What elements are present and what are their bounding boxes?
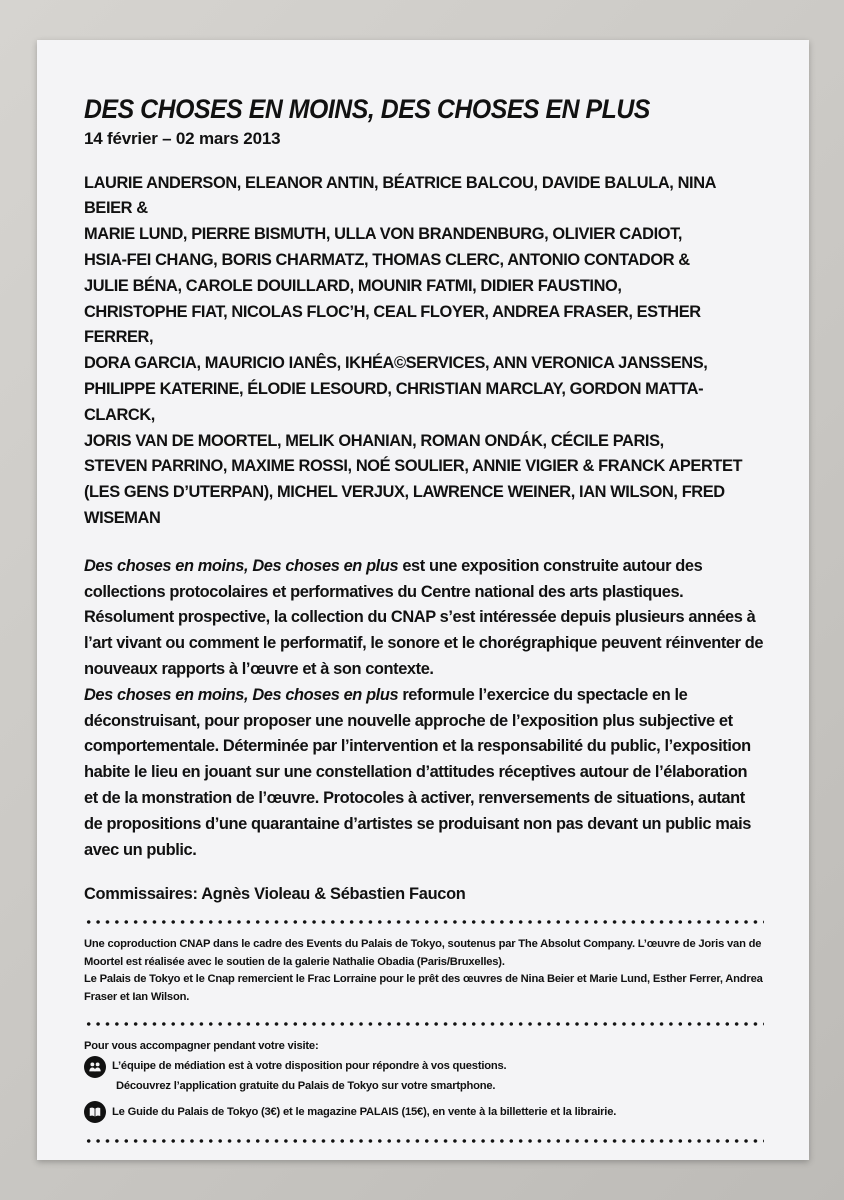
artists-line: MARIE LUND, PIERRE BISMUTH, ULLA VON BRANDENBURG, OLIVIER CADIOT, — [84, 225, 683, 244]
visit-app-text: Découvrez l’application gratuite du Palais de Tokyo sur votre smartphone. — [116, 1079, 496, 1092]
description-title-italic: Des choses en moins, Des choses en plus — [84, 556, 399, 575]
artists-line: DORA GARCIA, MAURICIO IANÊS, IKHÉA©SERVICES, ANN VERONICA JANSSENS, — [84, 354, 708, 373]
artists-line: PHILIPPE KATERINE, ÉLODIE LESOURD, CHRISTIAN MARCLAY, GORDON MATTA-CLARCK, — [84, 380, 704, 424]
artists-line: HSIA-FEI CHANG, BORIS CHARMATZ, THOMAS CLERC, ANTONIO CONTADOR & — [84, 251, 690, 270]
book-icon — [84, 1101, 106, 1123]
description-text: est une exposition construite autour des collections protocolaires et performatives du Centre national des arts plastiques. Résolument prospective, la collection du CNAP s’est intéressée depuis plusieurs années à l’art vivant ou comment le performatif, le sonore et le chorégraphique peuvent réinventer de nouveaux rapports à l’œuvre et à son contexte. — [84, 556, 764, 679]
dotted-divider — [84, 1139, 764, 1143]
exhibition-description — [84, 554, 764, 864]
artists-line: WISEMAN — [84, 509, 161, 528]
visit-info — [84, 1038, 764, 1123]
artists-line: (LES GENS D’UTERPAN), MICHEL VERJUX, LAWRENCE WEINER, IAN WILSON, FRED — [84, 483, 725, 502]
visit-app-row — [84, 1078, 764, 1096]
description-text: reformule l’exercice du spectacle en le déconstruisant, pour proposer une nouvelle approche de l’exposition plus subjective et comportementale. Déterminée par l’intervention et la responsabilité du public, l’exposition habite le lieu en jouant sur une constellation d’attitudes réceptives autour de l’élaboration et de la monstration de l’œuvre. Protocoles à activer, renversements de situations, autant de propositions d’une quarantaine d’artistes se produisant non pas devant un public mais avec un public. — [84, 685, 751, 859]
credits — [84, 936, 764, 1006]
visit-guide-text: Le Guide du Palais de Tokyo (3€) et le magazine PALAIS (15€), en vente à la billetterie et la librairie. — [112, 1105, 617, 1118]
artists-line: STEVEN PARRINO, MAXIME ROSSI, NOÉ SOULIER, ANNIE VIGIER & FRANCK APERTET — [84, 457, 743, 476]
exhibition-title: DES CHOSES EN MOINS, DES CHOSES EN PLUS — [84, 94, 650, 124]
artists-line: JORIS VAN DE MOORTEL, MELIK OHANIAN, ROMAN ONDÁK, CÉCILE PARIS, — [84, 431, 664, 450]
artists-line: JULIE BÉNA, CAROLE DOUILLARD, MOUNIR FATMI, DIDIER FAUSTINO, — [84, 276, 622, 295]
visit-mediation-row — [84, 1056, 764, 1078]
visit-intro: Pour vous accompagner pendant votre visite: — [84, 1040, 319, 1053]
exhibition-sheet — [37, 40, 809, 1160]
credits-thanks: Le Palais de Tokyo et le Cnap remercient le Frac Lorraine pour le prêt des œuvres de Nina Beier et Marie Lund, Esther Ferrer, Andrea Fraser et Ian Wilson. — [84, 973, 763, 1003]
credits-coproduction: Une coproduction CNAP dans le cadre des Events du Palais de Tokyo, soutenus par The Absolut Company. L’œuvre de Joris van de Moortel est réalisée avec le soutien de la galerie Nathalie Obadia (Paris/Bruxelles). — [84, 938, 762, 968]
curators: Commissaires: Agnès Violeau & Sébastien Faucon — [84, 885, 466, 904]
artists-line: CHRISTOPHE FIAT, NICOLAS FLOC’H, CEAL FLOYER, ANDREA FRASER, ESTHER FERRER, — [84, 302, 701, 347]
dotted-divider — [84, 920, 764, 924]
description-paragraph-1 — [84, 554, 764, 683]
description-title-italic: Des choses en moins, Des choses en plus — [84, 685, 399, 704]
visit-guide-row — [84, 1101, 764, 1123]
sheet-content — [84, 95, 764, 1143]
artists-list — [84, 171, 764, 532]
artists-line: LAURIE ANDERSON, ELEANOR ANTIN, BÉATRICE BALCOU, DAVIDE BALULA, NINA BEIER & — [84, 173, 716, 218]
people-icon — [84, 1056, 106, 1078]
dotted-divider — [84, 1022, 764, 1026]
exhibition-dates: 14 février – 02 mars 2013 — [84, 128, 281, 148]
visit-mediation-text: L’équipe de médiation est à votre disposition pour répondre à vos questions. — [112, 1060, 507, 1073]
description-paragraph-2 — [84, 683, 764, 864]
